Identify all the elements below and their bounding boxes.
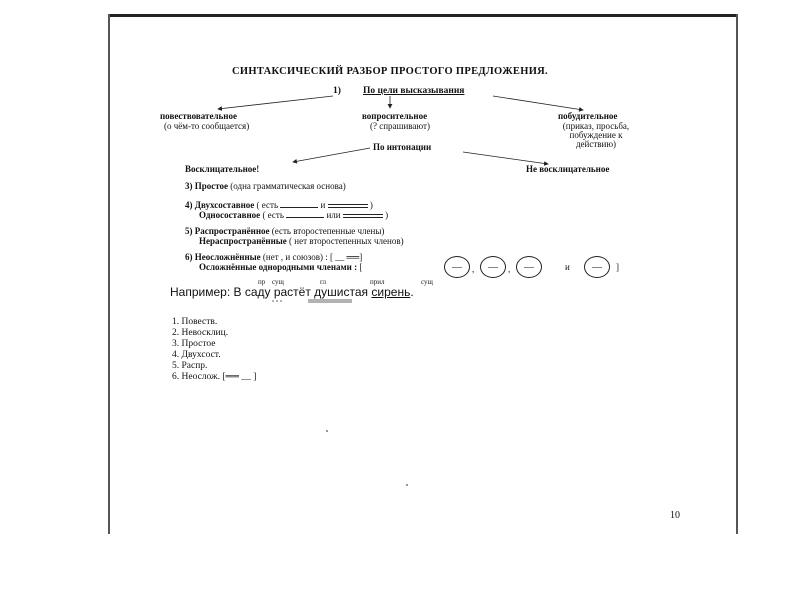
pobudit-note-1: (приказ, просьба,: [562, 121, 630, 131]
homogeneous-circle-3: —: [516, 256, 542, 278]
pobudit-note-2: побуждение к: [569, 130, 623, 140]
summary-item-4: 4. Двухсост.: [172, 350, 221, 360]
item5-note-2: ( нет второстепенных членов): [289, 236, 404, 246]
item6-label-2: Осложнённые однородными членами :: [199, 262, 358, 272]
povestv-title: повествовательное: [160, 111, 237, 121]
item3-label: 3) Простое: [185, 181, 229, 191]
parse-label-pril: прил: [370, 278, 385, 286]
item6-line1: [185, 252, 362, 262]
page-number: 10: [670, 510, 680, 521]
item4-line2: [199, 209, 388, 220]
comma-1: ,: [472, 264, 475, 274]
arrow-to-nevosklic: [463, 152, 548, 164]
voprosit-note: (? спрашивают): [370, 121, 430, 131]
vosklic-label: Восклицательное!: [185, 164, 260, 174]
summary-item-3: 3. Простое: [172, 339, 216, 349]
scan-speck: [326, 430, 328, 432]
homogeneous-circle-4: —: [584, 256, 610, 278]
item5-note-1: (есть второстепенные члены): [271, 226, 385, 236]
item4-text-a2: ( есть: [262, 210, 284, 220]
arrow-to-pobudit: [493, 96, 583, 110]
example-sentence: [170, 285, 414, 299]
arrow-to-vosklic: [293, 148, 370, 162]
item4-text-b2: или: [326, 210, 341, 220]
nevosklic-label: Не восклицательное: [526, 164, 610, 174]
bracket-open: [: [359, 262, 363, 272]
voprosit-title: вопросительное: [362, 111, 428, 121]
item4-label-1: 4) Двухсоставное: [185, 200, 255, 210]
predicate-mark: [328, 204, 368, 208]
section2-heading: По интонации: [373, 142, 432, 152]
item5-label-1: 5) Распространённое: [185, 226, 270, 236]
summary-item-5: 5. Распр.: [172, 361, 208, 371]
subject-blank: [280, 199, 318, 208]
example-subject: сирень: [371, 285, 411, 299]
povestv-note: (о чём-то сообщается): [164, 121, 250, 131]
summary-item-6: 6. Неослож. [══ __ ]: [172, 372, 257, 382]
item5-label-2: Нераспространённые: [199, 236, 287, 246]
parse-label-sush2: сущ: [421, 278, 433, 286]
pobudit-note-3: действию): [575, 139, 617, 149]
summary-item-1: 1. Повеств.: [172, 317, 218, 327]
item5-line1: [185, 226, 384, 236]
comma-2: ,: [508, 264, 511, 274]
bracket-close: ]: [616, 262, 619, 272]
item6-note-1: (нет , и союзов) : [ __ ══]: [262, 252, 363, 262]
parse-label-pr: пр: [258, 278, 266, 286]
example-prefix: Например: В саду растёт душистая: [170, 285, 369, 299]
item4-text-a1: ( есть: [256, 200, 279, 210]
item4-label-2: Односоставное: [199, 210, 261, 220]
homogeneous-circle-1: —: [444, 256, 470, 278]
predicate-mark-2: [343, 214, 383, 218]
conj-i: и: [565, 262, 570, 272]
document-page: [108, 14, 738, 534]
item6-line2: [199, 262, 362, 272]
item4-text-b1: и: [320, 200, 326, 210]
subject-blank-2: [286, 209, 324, 218]
item3: [185, 181, 346, 191]
section1-heading: По цели высказывания: [363, 86, 465, 96]
summary-item-2: 2. Невосклиц.: [172, 328, 229, 338]
item4-text-c1: ): [369, 200, 373, 210]
arrow-to-povestv: [218, 96, 333, 109]
item4-text-c2: ): [385, 210, 389, 220]
scan-speck: [406, 484, 408, 486]
parse-label-sush1: сущ: [272, 278, 284, 286]
pobudit-title: побудительное: [558, 111, 618, 121]
page-title: СИНТАКСИЧЕСКИЙ РАЗБОР ПРОСТОГО ПРЕДЛОЖЕНИЯ.: [232, 66, 548, 77]
item5-line2: [199, 236, 404, 246]
section1-number: 1): [333, 86, 341, 96]
example-suffix: .: [410, 285, 414, 299]
item6-label-1: 6) Неосложнённые: [185, 252, 261, 262]
parse-label-gl: гл: [320, 278, 327, 286]
homogeneous-circle-2: —: [480, 256, 506, 278]
item3-note: (одна грамматическая основа): [230, 181, 346, 191]
